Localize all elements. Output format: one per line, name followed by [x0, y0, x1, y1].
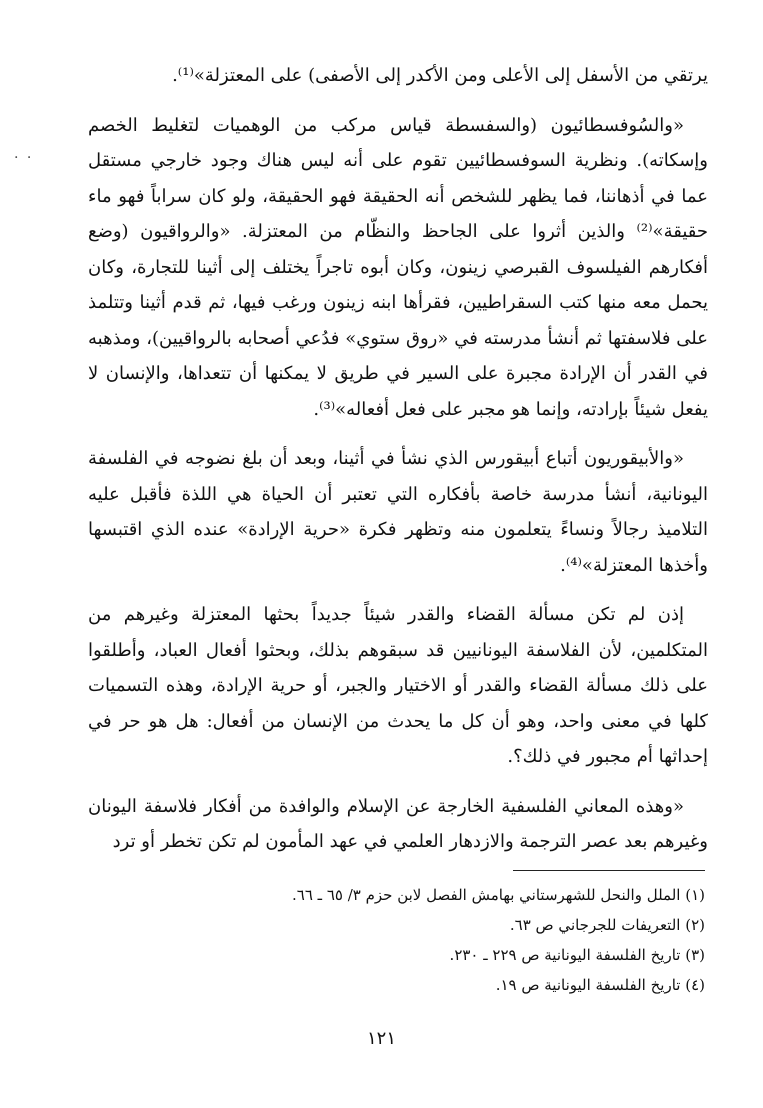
footnote-3: (٣) تاريخ الفلسفة اليونانية ص ٢٢٩ ـ ٢٣٠.	[449, 946, 705, 964]
footnote-1: (١) الملل والنحل للشهرستاني بهامش الفصل لابن حزم ٣/ ٦٥ ـ ٦٦.	[291, 886, 705, 904]
footnote-divider	[513, 870, 705, 871]
paragraph-3: «والأبيقوريون أتباع أبيقورس الذي نشأ في أثينا، وبعد أن بلغ نضوجه في الفلسفة اليونانية، أنشأ مدرسة خاصة بأفكاره التي تعتبر أن الحياة هي اللذة فأقبل عليه التلاميذ رجالاً ونساءً يتعلمون منه وتظهر فكرة «حرية الإرادة» عنده الذي اقتبسها وأخذها المعتزلة»⁽⁴⁾.	[88, 448, 708, 576]
main-text	[88, 58, 708, 874]
footnote-4: (٤) تاريخ الفلسفة اليونانية ص ١٩.	[495, 976, 705, 994]
paragraph-4: إذن لم تكن مسألة القضاء والقدر شيئاً جديداً بحثها المعتزلة وغيرهم من المتكلمين، لأن الفلاسفة اليونانيين قد سبقوهم بذلك، وبحثوا أفعال العباد، وأطلقوا على ذلك مسألة القضاء والقدر أو الاختيار والجبر، أو حرية الإرادة، وهذه التسميات كلها في معنى واحد، وهو أن كل ما يحدث من الإنسان من أفعال: هل هو حر في إحداثها أم مجبور في ذلك؟.	[88, 604, 708, 767]
margin-mark: . .	[14, 146, 34, 162]
paragraph-1: يرتقي من الأسفل إلى الأعلى ومن الأكدر إلى الأصفى) على المعتزلة»⁽¹⁾.	[172, 65, 708, 86]
paragraph-5: «وهذه المعاني الفلسفية الخارجة عن الإسلام والوافدة من أفكار فلاسفة اليونان وغيرهم بعد عصر الترجمة والازدهار العلمي في عهد المأمون لم تكن تخطر أو ترد	[88, 795, 708, 852]
footnotes	[105, 880, 705, 1000]
paragraph-2: «والسُوفسطائيون (والسفسطة قياس مركب من الوهميات لتغليط الخصم وإسكاته). ونظرية السوفسطائيين تقوم على أنه ليس هناك وجود خارجي مستقل عما في أذهاننا، فما يظهر للشخص أنه الحقيقة فهو الحقيقة، ولو كان سراباً فهو ماء حقيقة»⁽²⁾ والذين أثروا على الجاحظ والنظّام من المعتزلة. «والرواقيون (وضع أفكارهم الفيلسوف القبرصي زينون، وكان أبوه تاجراً يختلف إلى أثينا للتجارة، وكان يحمل معه منها كتب السقراطيين، فقرأها ابنه زينون ورغب فيها، ثم قدم أثينا وتتلمذ على فلاسفتها ثم أنشأ مدرسته في «روق ستوي» فدُعي أصحابه بالرواقيين)، ومذهبه في القدر أن الإرادة مجبرة على السير في طريق لا يمكنها أن تتعداها، والإنسان لا يفعل شيئاً بإرادته، وإنما هو مجبر على فعل أفعاله»⁽³⁾.	[88, 114, 708, 420]
footnote-2: (٢) التعريفات للجرجاني ص ٦٣.	[509, 916, 705, 934]
page-number: ١٢١	[366, 1028, 396, 1049]
